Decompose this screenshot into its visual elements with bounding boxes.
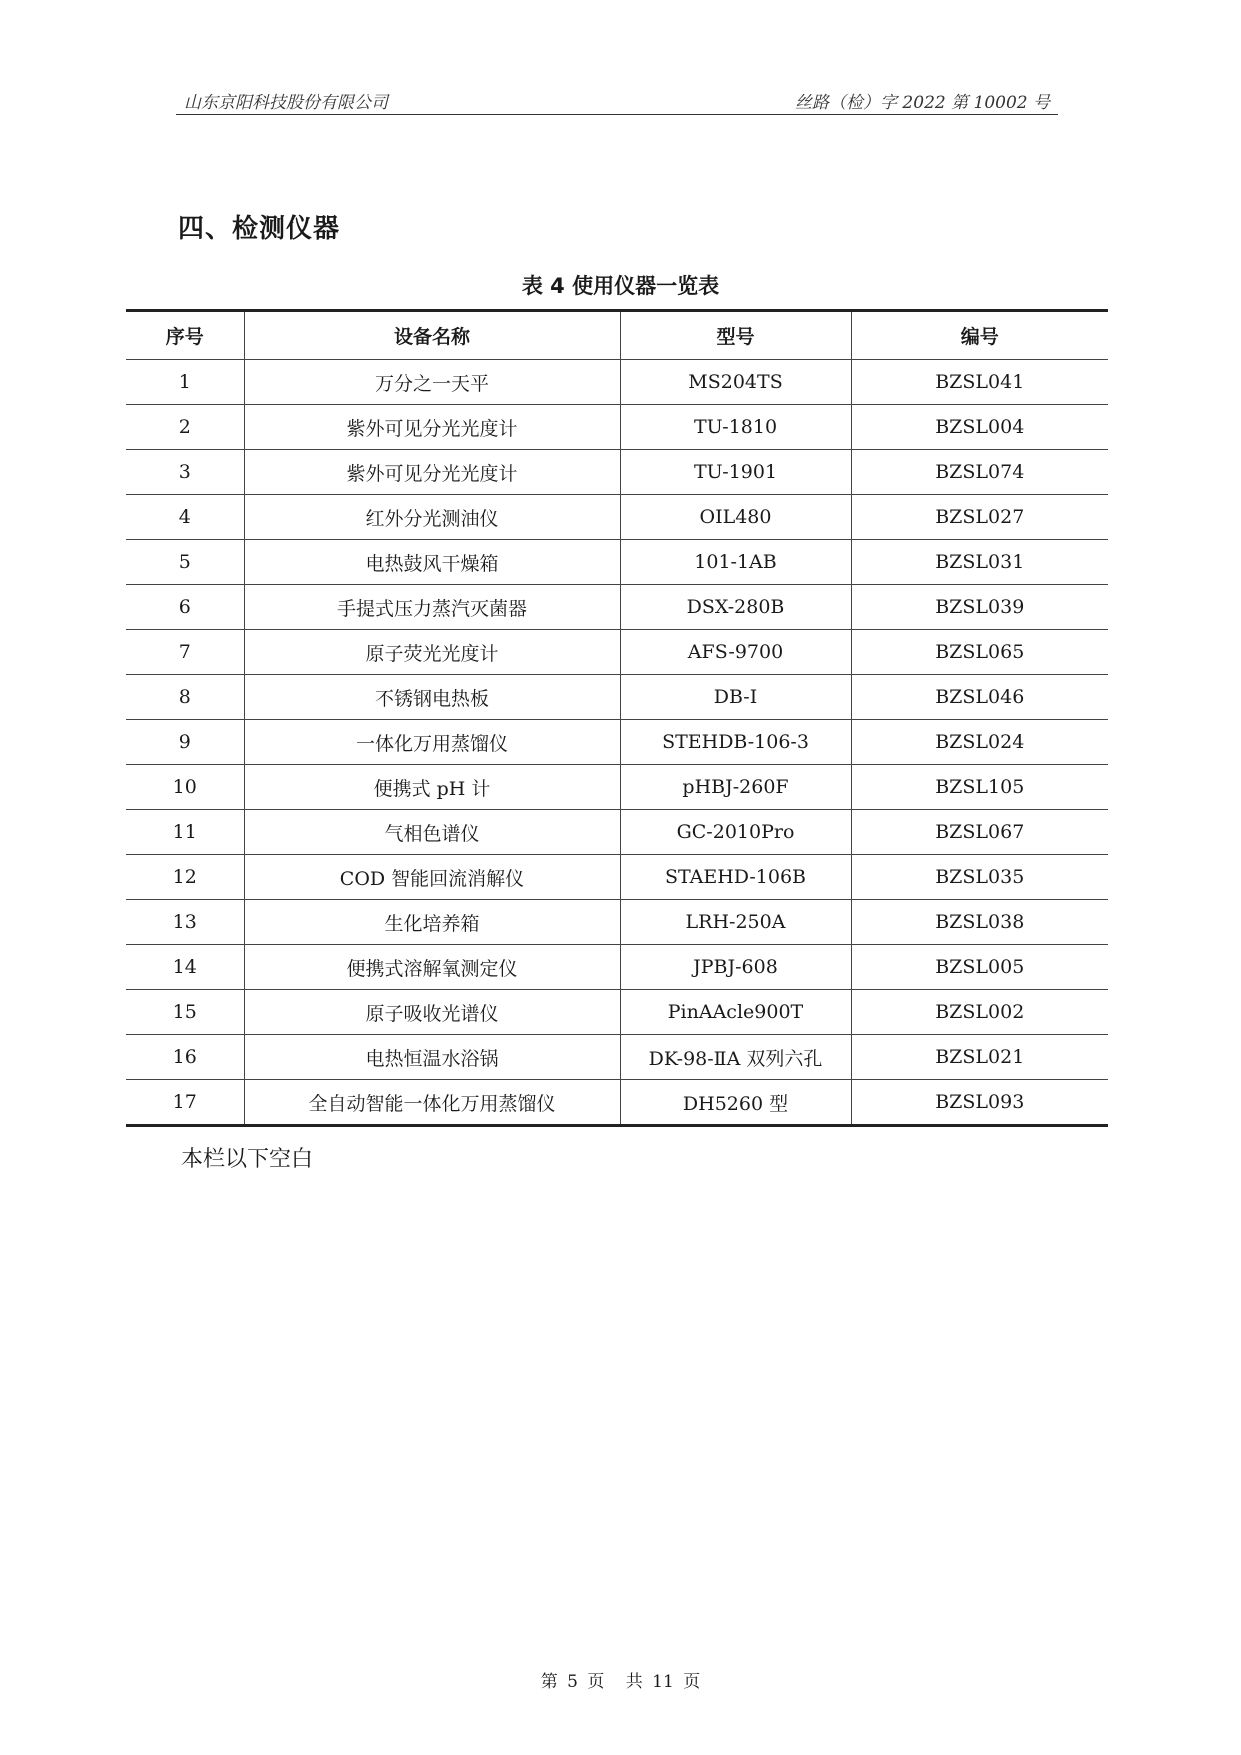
table-header-row xyxy=(126,311,1108,360)
cell-code: BZSL105 xyxy=(851,765,1108,810)
table-row xyxy=(126,1035,1108,1080)
cell-name: 生化培养箱 xyxy=(244,900,620,945)
table-row xyxy=(126,360,1108,405)
table-row xyxy=(126,1080,1108,1126)
cell-name: 电热鼓风干燥箱 xyxy=(244,540,620,585)
header-no: 序号 xyxy=(126,311,244,360)
instrument-table xyxy=(126,309,1108,1127)
cell-model: JPBJ-608 xyxy=(620,945,851,990)
cell-no: 10 xyxy=(126,765,244,810)
cell-model: GC-2010Pro xyxy=(620,810,851,855)
table-row xyxy=(126,450,1108,495)
table-row xyxy=(126,630,1108,675)
cell-model: DK-98-ⅡA 双列六孔 xyxy=(620,1035,851,1080)
cell-model: LRH-250A xyxy=(620,900,851,945)
cell-code: BZSL035 xyxy=(851,855,1108,900)
cell-no: 7 xyxy=(126,630,244,675)
cell-code: BZSL067 xyxy=(851,810,1108,855)
cell-name: 气相色谱仪 xyxy=(244,810,620,855)
cell-model: DB-I xyxy=(620,675,851,720)
table-row xyxy=(126,540,1108,585)
header-model: 型号 xyxy=(620,311,851,360)
table-row xyxy=(126,810,1108,855)
cell-code: BZSL065 xyxy=(851,630,1108,675)
cell-model: OIL480 xyxy=(620,495,851,540)
cell-no: 6 xyxy=(126,585,244,630)
table-row xyxy=(126,675,1108,720)
cell-no: 13 xyxy=(126,900,244,945)
cell-name: 万分之一天平 xyxy=(244,360,620,405)
cell-no: 12 xyxy=(126,855,244,900)
cell-name: 全自动智能一体化万用蒸馏仪 xyxy=(244,1080,620,1126)
table-row xyxy=(126,585,1108,630)
cell-no: 14 xyxy=(126,945,244,990)
cell-code: BZSL038 xyxy=(851,900,1108,945)
cell-name: 红外分光测油仪 xyxy=(244,495,620,540)
cell-model: DSX-280B xyxy=(620,585,851,630)
cell-no: 15 xyxy=(126,990,244,1035)
cell-name: 紫外可见分光光度计 xyxy=(244,450,620,495)
header-name: 设备名称 xyxy=(244,311,620,360)
page-footer xyxy=(0,1667,1241,1692)
cell-name: 便携式 pH 计 xyxy=(244,765,620,810)
cell-model: pHBJ-260F xyxy=(620,765,851,810)
page-total: 共 11 页 xyxy=(625,1672,701,1692)
cell-model: DH5260 型 xyxy=(620,1080,851,1126)
cell-code: BZSL021 xyxy=(851,1035,1108,1080)
cell-no: 4 xyxy=(126,495,244,540)
table-row xyxy=(126,990,1108,1035)
cell-model: MS204TS xyxy=(620,360,851,405)
cell-name: 电热恒温水浴锅 xyxy=(244,1035,620,1080)
cell-code: BZSL046 xyxy=(851,675,1108,720)
report-number: 丝路（检）字 2022 第 10002 号 xyxy=(795,93,1050,113)
cell-name: 便携式溶解氧测定仪 xyxy=(244,945,620,990)
table-row xyxy=(126,495,1108,540)
cell-no: 1 xyxy=(126,360,244,405)
section-title: 四、检测仪器 xyxy=(178,214,341,244)
cell-code: BZSL024 xyxy=(851,720,1108,765)
cell-code: BZSL002 xyxy=(851,990,1108,1035)
cell-model: 101-1AB xyxy=(620,540,851,585)
cell-model: TU-1810 xyxy=(620,405,851,450)
page-header xyxy=(176,86,1058,115)
cell-code: BZSL005 xyxy=(851,945,1108,990)
table-row xyxy=(126,765,1108,810)
cell-no: 17 xyxy=(126,1080,244,1126)
cell-name: 原子吸收光谱仪 xyxy=(244,990,620,1035)
cell-no: 9 xyxy=(126,720,244,765)
cell-model: STAEHD-106B xyxy=(620,855,851,900)
blank-note: 本栏以下空白 xyxy=(181,1147,314,1172)
cell-no: 8 xyxy=(126,675,244,720)
table-row xyxy=(126,855,1108,900)
cell-name: 手提式压力蒸汽灭菌器 xyxy=(244,585,620,630)
cell-no: 11 xyxy=(126,810,244,855)
cell-name: 原子荧光光度计 xyxy=(244,630,620,675)
table-row xyxy=(126,405,1108,450)
page-number: 第 5 页 xyxy=(540,1672,605,1692)
table-caption: 表 4 使用仪器一览表 xyxy=(521,274,720,298)
cell-code: BZSL093 xyxy=(851,1080,1108,1126)
cell-no: 2 xyxy=(126,405,244,450)
cell-no: 16 xyxy=(126,1035,244,1080)
table-row xyxy=(126,945,1108,990)
header-code: 编号 xyxy=(851,311,1108,360)
cell-code: BZSL027 xyxy=(851,495,1108,540)
cell-code: BZSL004 xyxy=(851,405,1108,450)
cell-name: COD 智能回流消解仪 xyxy=(244,855,620,900)
cell-model: PinAAcle900T xyxy=(620,990,851,1035)
cell-code: BZSL074 xyxy=(851,450,1108,495)
cell-model: STEHDB-106-3 xyxy=(620,720,851,765)
cell-no: 3 xyxy=(126,450,244,495)
table-row xyxy=(126,900,1108,945)
cell-code: BZSL039 xyxy=(851,585,1108,630)
cell-model: AFS-9700 xyxy=(620,630,851,675)
cell-model: TU-1901 xyxy=(620,450,851,495)
cell-code: BZSL041 xyxy=(851,360,1108,405)
table-row xyxy=(126,720,1108,765)
cell-code: BZSL031 xyxy=(851,540,1108,585)
cell-name: 不锈钢电热板 xyxy=(244,675,620,720)
cell-no: 5 xyxy=(126,540,244,585)
cell-name: 一体化万用蒸馏仪 xyxy=(244,720,620,765)
cell-name: 紫外可见分光光度计 xyxy=(244,405,620,450)
company-name: 山东京阳科技股份有限公司 xyxy=(184,93,388,113)
